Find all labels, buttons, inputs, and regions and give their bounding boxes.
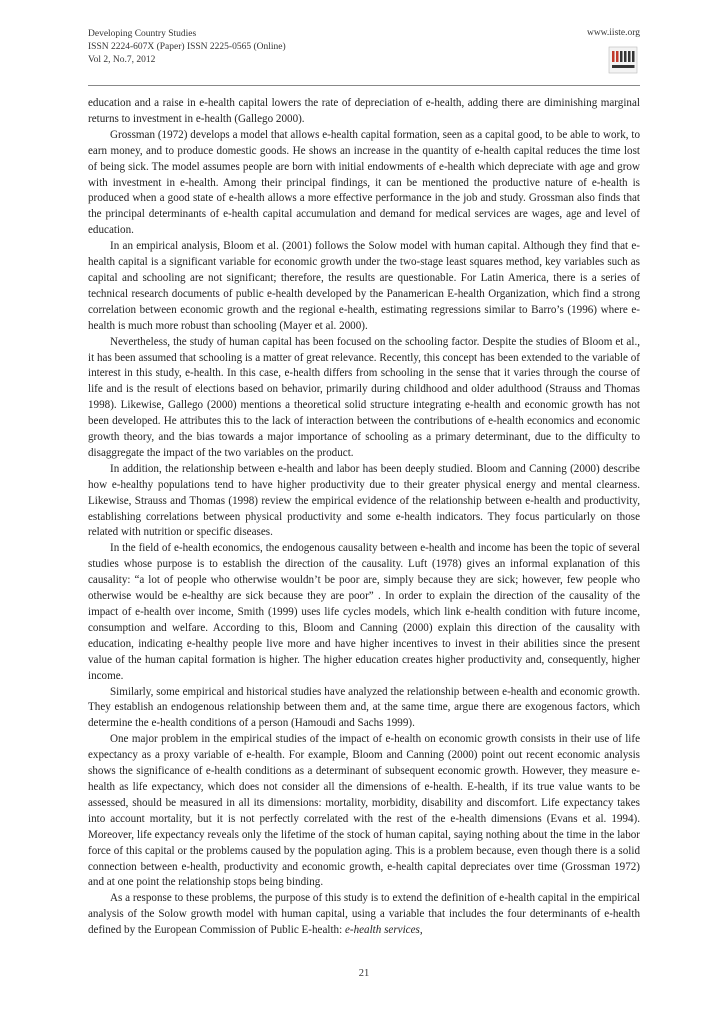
paragraph-text: One major problem in the empirical studies of the impact of e-health on economic growth consists in their use of life expectancy as a proxy variable of e-health. For example, Bloom and Canning (2000) point out recent economic analysis shows the significance of e-health conditions as a determinant of subsequent economic growth. However, they measure e-health as life expectancy, which does not consider all the dimensions of e-health. E-health, if its true value wants to be assessed, should be measured in all its dimensions: mortality, morbidity, disability and discomfort. Life expectancy takes into account mortality, but it is not perfectly correlated with the rest of the e-health dimensions (Evans et al. 1994). Moreover, life expectancy reveals only the lifetime of the stock of human capital, saying nothing about the time in the labor force of this capital or the problems caused by the population aging. This is a problem because, even though there is a solid connection between e-health, productivity and economic growth, e-health capital depreciates over time (Grossman 1972) and at one point the relationship stops being binding. [88, 733, 640, 889]
paragraph [88, 462, 640, 542]
italic-term: e-health services, [344, 924, 423, 937]
paragraph-text: Similarly, some empirical and historical studies have analyzed the relationship between e-health and economic growth. They establish an endogenous relationship between them and, at the same time, argue there are exogenous factors, which determine the e-health conditions of a person (Hamoudi and Sachs 1999). [88, 685, 640, 730]
paragraph-text: As a response to these problems, the purpose of this study is to extend the definition of e-health capital in the empirical analysis of the Solow growth model with human capital, using a variable that includes the four determinants of e-health defined by the European Commission of Public E-health: [88, 892, 640, 937]
issn-line: ISSN 2224-607X (Paper) ISSN 2225-0565 (Online) [88, 42, 286, 52]
journal-url[interactable]: www.iiste.org [586, 28, 640, 38]
paragraph [88, 891, 640, 939]
article-body [88, 96, 640, 939]
paragraph [88, 732, 640, 891]
paragraph [88, 541, 640, 684]
header-rule [88, 85, 640, 86]
paragraph [88, 335, 640, 462]
paragraph-text: Grossman (1972) develops a model that allows e-health capital formation, seen as a capital good, to be able to work, to earn money, and to produce domestic goods. He shows an increase in the quantity of e-health capital reduces the time lost of being sick. The model assumes people are born with initial endowments of e-health which depreciate with age and grow with investment in e-health. Among their principal findings, it can be mentioned the productive nature of e-health is produced when a good state of e-health allows a more effective performance in the job and study. Grossman also finds that the principal determinants of e-health capital accumulation and demand for medical services are wages, age and level of education. [88, 128, 640, 237]
page-header [88, 28, 640, 83]
iiste-logo [606, 44, 640, 76]
paragraph-text: In addition, the relationship between e-health and labor has been deeply studied. Bloom and Canning (2000) describe how e-healthy populations tend to have higher productivity due to their greater physical energy and mental clearness. Likewise, Strauss and Thomas (1998) review the empirical evidence of the relationship between e-health and productivity, establishing correlations between physical productivity and some e-health indicators. They focus particularly on those related with nutrition or specific diseases. [88, 462, 640, 539]
volume-line: Vol 2, No.7, 2012 [88, 55, 156, 65]
paragraph-text: In the field of e-health economics, the endogenous causality between e-health and income has been the topic of several studies whose purpose is to establish the direction of the causality. Luft (1978) gives an informal explanation of this causality: “a lot of people who otherwise wouldn’t be poor are, simply because they are sick; however, few people who otherwise would be e-healthy are sick because they are poor” . In order to explain the direction of the causality of the impact of e-health over income, Smith (1999) uses life cycles models, which link e-health condition with future income, consumption and welfare. According to this, Bloom and Canning (2000) explain this direction of the causality with education, indicating e-healthy people live more and have higher incentives to invest in their abilities since the present value of the human capital formation is higher. The higher education creates higher productivity and, consequently, higher income. [88, 542, 640, 682]
page-number: 21 [358, 968, 370, 979]
paragraph [88, 96, 640, 128]
paragraph-text: In an empirical analysis, Bloom et al. (2001) follows the Solow model with human capital. Although they find that e-health capital is a significant variable for economic growth under the two-stage least squares method, key variables such as capital and schooling are not significant; therefore, the results are questionable. For Latin America, there is a series of technical research documents of public e-health developed by the Panamerican E-health Organization, which find a strong correlation between economic growth and the regional e-health, estimating regressions similar to Barro’s (1996) where e-health is much more robust than schooling (Mayer et al. 2000). [88, 240, 640, 332]
paragraph-text: education and a raise in e-health capital lowers the rate of depreciation of e-health, adding there are diminishing marginal returns to investment in e-health (Gallego 2000). [88, 97, 640, 125]
journal-name: Developing Country Studies [88, 29, 197, 39]
paragraph [88, 685, 640, 733]
paragraph-text: Nevertheless, the study of human capital has been focused on the schooling factor. Despite the studies of Bloom et al., it has been assumed that schooling is a matter of great relevance. Recently, this concept has been extended to the variable of interest in this study, e-health. In this case, e-health differs from schooling in the sense that it varies through the course of life and is the result of elections based on behavior, primarily during childhood and older adulthood (Strauss and Thomas 1998). Likewise, Gallego (2000) mentions a theoretical solid structure integrating e-health and economic growth has not been developed. He attributes this to the lack of interaction between the contributions of e-health economics and economic growth theory, and the bias towards a major importance of schooling as a primary determinant, due to the difficulty to disaggregate the impact of the two variables on the product. [88, 335, 640, 459]
paragraph [88, 128, 640, 239]
paragraph [88, 239, 640, 334]
